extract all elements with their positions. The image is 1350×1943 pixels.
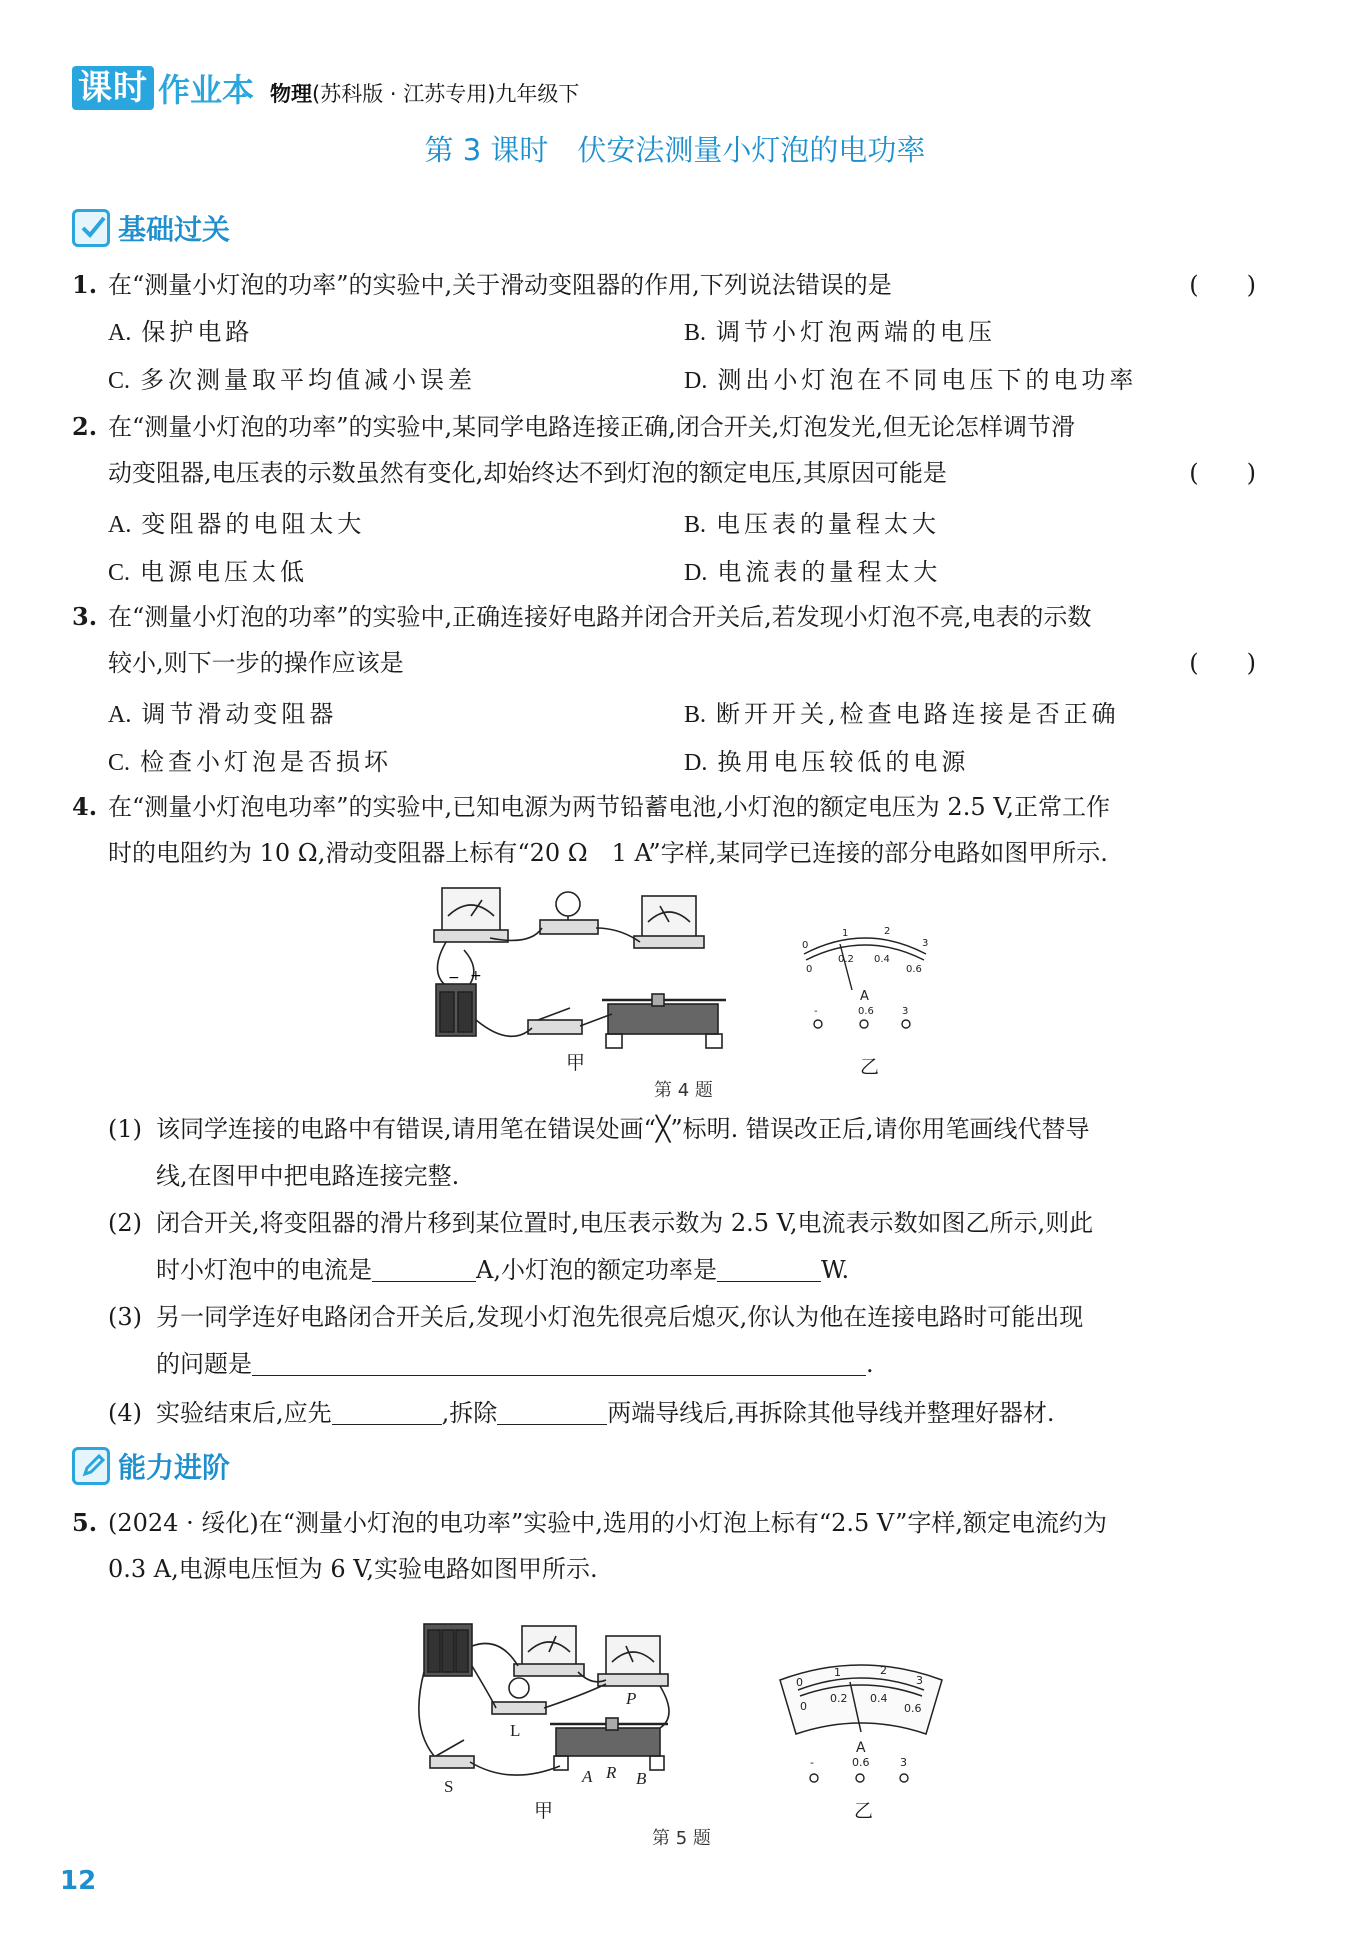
- sub-text-a: 实验结束后,应先: [156, 1399, 332, 1427]
- sub-text-c: 两端导线后,再拆除其他导线并整理好器材.: [607, 1399, 1055, 1427]
- option-text: 调节滑动变阻器: [141, 700, 338, 728]
- answer-blank-remove[interactable]: [497, 1396, 607, 1425]
- sub-text-line-1: 闭合开关,将变阻器的滑片移到某位置时,电压表示数为 2.5 V,电流表示数如图乙所示,则此: [156, 1209, 1094, 1237]
- sub-text-line-2b: .: [866, 1350, 874, 1378]
- terminal-neg: -: [810, 1756, 814, 1769]
- question-5: [72, 1500, 1272, 1592]
- option-a: [108, 694, 337, 729]
- option-text: 电流表的量程太大: [717, 558, 942, 586]
- option-a: [108, 312, 253, 347]
- sub-number: (4): [108, 1399, 142, 1427]
- option-c: [108, 552, 308, 587]
- scale-bot-2: 0.4: [874, 954, 890, 965]
- q4-caption: 第 4 题: [654, 1080, 713, 1101]
- answer-blank-problem[interactable]: [252, 1347, 866, 1376]
- scale-top-2: 2: [880, 1664, 887, 1677]
- page-header: [72, 62, 579, 110]
- option-label: B.: [684, 702, 707, 728]
- subject-line: [270, 78, 579, 110]
- sub-text-line-1: 该同学连接的电路中有错误,请用笔在错误处画“╳”标明. 错误改正后,请你用笔画线代替导: [156, 1115, 1090, 1143]
- option-text: 换用电压较低的电源: [717, 748, 970, 776]
- option-label: B.: [684, 512, 707, 538]
- label-B: B: [636, 1769, 647, 1788]
- scale-bot-0: 0: [806, 964, 813, 975]
- option-b: [684, 504, 940, 539]
- section-basic: [72, 208, 230, 248]
- answer-blank-first-step[interactable]: [332, 1396, 442, 1425]
- option-d: [684, 552, 941, 587]
- lesson-title: 第 3 课时 伏安法测量小灯泡的电功率: [424, 133, 926, 167]
- option-label: C.: [108, 560, 131, 586]
- q4-circuit-figure: [420, 880, 740, 1070]
- option-b: [684, 694, 1120, 729]
- option-text: 电压表的量程太大: [716, 510, 941, 538]
- question-text-line-1: (2024 · 绥化)在“测量小灯泡的电功率”实验中,选用的小灯泡上标有“2.5 V”字样,额定电流约为: [108, 1509, 1108, 1537]
- option-text: 调节小灯泡两端的电压: [716, 318, 997, 346]
- answer-blank-power[interactable]: [717, 1253, 821, 1282]
- q5-ammeter-figure: [776, 1654, 946, 1794]
- option-label: A.: [108, 702, 132, 728]
- meter-symbol: A: [856, 1740, 866, 1756]
- question-text-line-2: 动变阻器,电压表的示数虽然有变化,却始终达不到灯泡的额定电压,其原因可能是: [108, 459, 947, 487]
- option-label: D.: [684, 368, 708, 394]
- answer-paren: ( ): [1189, 271, 1256, 299]
- brand-logo-box: 课时: [72, 66, 154, 110]
- option-text: 变阻器的电阻太大: [141, 510, 366, 538]
- scale-top-1: 1: [834, 1666, 841, 1679]
- terminal-3: 3: [900, 1756, 907, 1769]
- option-d: [684, 742, 969, 777]
- question-text-line-2: 时的电阻约为 10 Ω,滑动变阻器上标有“20 Ω 1 A”字样,某同学已连接的部分电路如图甲所示.: [108, 839, 1108, 867]
- question-number: 2.: [72, 412, 98, 441]
- q4-fig-label-yi: 乙: [860, 1056, 880, 1078]
- meter-symbol: A: [860, 989, 869, 1004]
- scale-bot-0: 0: [800, 1700, 807, 1713]
- option-label: A.: [108, 320, 132, 346]
- question-4: [72, 784, 1272, 876]
- sub-text-line-1: 另一同学连好电路闭合开关后,发现小灯泡先很亮后熄灭,你认为他在连接电路时可能出现: [156, 1303, 1084, 1331]
- q4-fig-label-jia: 甲: [566, 1052, 586, 1074]
- sub-text-line-2: 线,在图甲中把电路连接完整.: [156, 1162, 460, 1190]
- sub-text-b: ,拆除: [441, 1399, 498, 1427]
- q5-fig-label-yi: 乙: [854, 1800, 874, 1822]
- sub-number: (1): [108, 1115, 142, 1143]
- page-number: 12: [60, 1866, 97, 1896]
- option-text: 测出小灯泡在不同电压下的电功率: [717, 366, 1138, 394]
- q4-sub-2: [108, 1200, 1273, 1294]
- option-label: A.: [108, 512, 132, 538]
- scale-bot-3: 0.6: [906, 964, 922, 975]
- label-R: R: [606, 1763, 617, 1782]
- option-label: D.: [684, 750, 708, 776]
- question-text-line-1: 在“测量小灯泡的功率”的实验中,某同学电路连接正确,闭合开关,灯泡发光,但无论怎样调节滑: [108, 413, 1076, 441]
- scale-top-3: 3: [916, 1674, 923, 1687]
- scale-top-2: 2: [884, 926, 891, 937]
- scale-top-0: 0: [802, 940, 809, 951]
- answer-paren: ( ): [1189, 649, 1256, 677]
- option-label: D.: [684, 560, 708, 586]
- option-text: 保护电路: [141, 318, 254, 346]
- option-text: 断开开关,检查电路连接是否正确: [716, 700, 1120, 728]
- label-P: P: [626, 1689, 637, 1708]
- q4-sub-4: [108, 1390, 1273, 1437]
- option-d: [684, 360, 1137, 395]
- svg-text:+: +: [470, 968, 482, 984]
- q5-fig-label-jia: 甲: [534, 1800, 554, 1822]
- q4-ammeter-figure: [790, 920, 940, 1040]
- option-label: C.: [108, 750, 131, 776]
- sub-text-line-2c: W.: [820, 1256, 850, 1284]
- option-text: 电源电压太低: [140, 558, 309, 586]
- option-c: [108, 360, 476, 395]
- checkmark-icon: [72, 209, 110, 247]
- section-basic-label: 基础过关: [118, 213, 231, 246]
- label-A: A: [582, 1767, 593, 1786]
- option-text: 检查小灯泡是否损坏: [140, 748, 393, 776]
- question-number: 3.: [72, 602, 98, 631]
- sub-text-line-2a: 的问题是: [156, 1350, 252, 1378]
- scale-top-1: 1: [842, 928, 849, 939]
- question-number: 5.: [72, 1508, 98, 1537]
- terminal-06: 0.6: [852, 1756, 870, 1769]
- sub-text-line-2b: A,小灯泡的额定功率是: [476, 1256, 717, 1284]
- option-text: 多次测量取平均值减小误差: [140, 366, 477, 394]
- answer-paren: ( ): [1189, 459, 1256, 487]
- terminal-3: 3: [902, 1006, 909, 1017]
- scale-bot-2: 0.4: [870, 1692, 888, 1705]
- scale-bot-3: 0.6: [904, 1702, 922, 1715]
- question-number: 4.: [72, 792, 98, 821]
- scale-bot-1: 0.2: [838, 954, 854, 965]
- question-text-line-1: 在“测量小灯泡的功率”的实验中,正确连接好电路并闭合开关后,若发现小灯泡不亮,电表的示数: [108, 603, 1092, 631]
- sub-number: (3): [108, 1303, 142, 1331]
- q4-sub-3: [108, 1294, 1273, 1388]
- option-c: [108, 742, 392, 777]
- answer-blank-current[interactable]: [372, 1253, 476, 1282]
- question-number: 1.: [72, 270, 98, 299]
- section-advanced-label: 能力进阶: [118, 1451, 231, 1484]
- question-text-line-1: 在“测量小灯泡电功率”的实验中,已知电源为两节铅蓄电池,小灯泡的额定电压为 2.5 V,正常工作: [108, 793, 1110, 821]
- q5-caption: 第 5 题: [652, 1828, 711, 1849]
- question-text-line-2: 0.3 A,电源电压恒为 6 V,实验电路如图甲所示.: [108, 1555, 598, 1583]
- option-label: B.: [684, 320, 707, 346]
- svg-text:−: −: [448, 970, 460, 986]
- scale-top-3: 3: [922, 938, 929, 949]
- sub-text-line-2a: 时小灯泡中的电流是: [156, 1256, 372, 1284]
- question-1: [72, 262, 1272, 308]
- brand-logo-text: 作业本: [158, 71, 255, 109]
- q4-sub-1: [108, 1106, 1273, 1200]
- option-b: [684, 312, 996, 347]
- scale-bot-1: 0.2: [830, 1692, 848, 1705]
- question-2: [72, 404, 1272, 496]
- sub-number: (2): [108, 1209, 142, 1237]
- option-a: [108, 504, 365, 539]
- scale-top-0: 0: [796, 1676, 803, 1689]
- question-text-line-2: 较小,则下一步的操作应该是: [108, 649, 404, 677]
- question-text: 在“测量小灯泡的功率”的实验中,关于滑动变阻器的作用,下列说法错误的是: [108, 271, 892, 299]
- label-L: L: [510, 1721, 521, 1740]
- label-S: S: [444, 1777, 454, 1796]
- section-advanced: [72, 1446, 230, 1486]
- terminal-06: 0.6: [858, 1006, 874, 1017]
- option-label: C.: [108, 368, 131, 394]
- q5-circuit-figure: [410, 1616, 690, 1806]
- question-3: [72, 594, 1272, 686]
- terminal-neg: -: [814, 1006, 818, 1017]
- subject-name: 物理: [270, 82, 313, 106]
- subject-edition: (苏科版 · 江苏专用)九年级下: [312, 82, 580, 106]
- pencil-icon: [72, 1447, 110, 1485]
